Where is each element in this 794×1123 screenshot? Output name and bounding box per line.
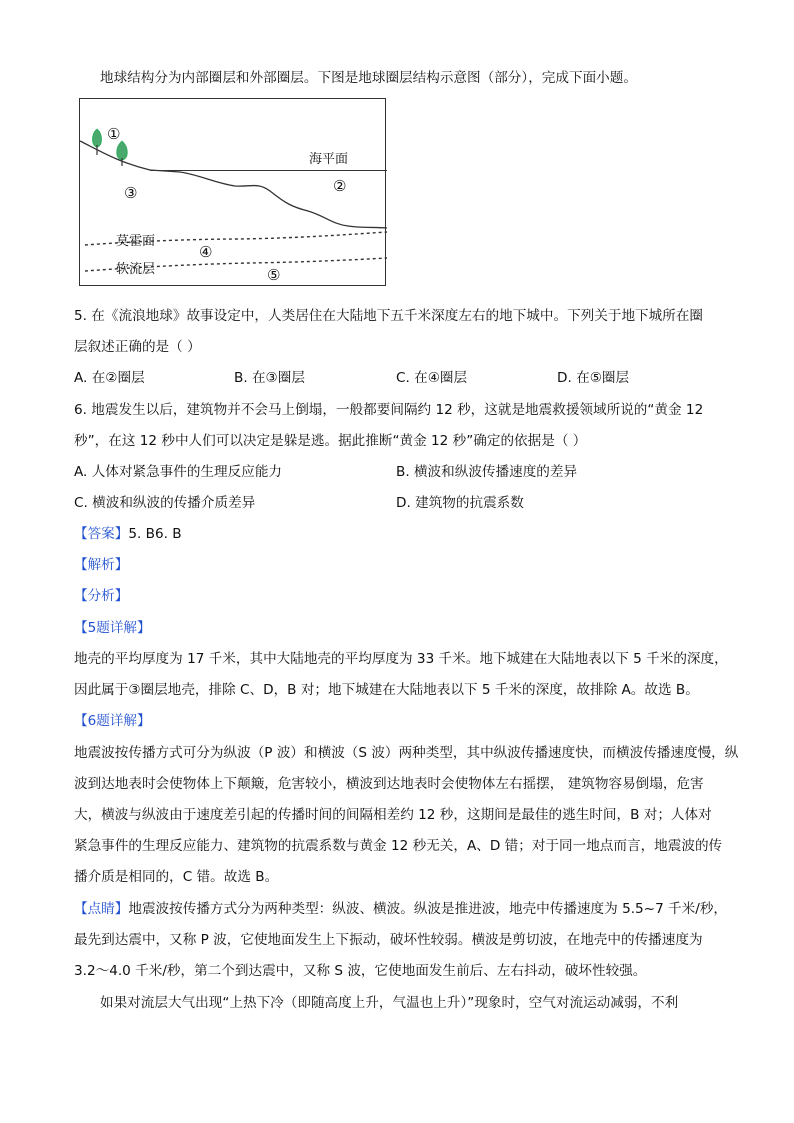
tips-line1: 地震波按传播方式分为两种类型：纵波、横波。纵波是推进波，地壳中传播速度为 5.5~7 千米/秒， (128, 901, 728, 917)
q6-option-d: D. 建筑物的抗震系数 (396, 495, 524, 511)
marker-2: ② (333, 177, 347, 195)
q6-stem-line1: 6. 地震发生以后，建筑物并不会马上倒塌，一般都要间隔约 12 秒，这就是地震救援领域所说的“黄金 12 (74, 402, 704, 418)
q6-detail-line5: 播介质是相同的，C 错。故选 B。 (74, 869, 279, 885)
intro-text: 地球结构分为内部圈层和外部圈层。下图是地球圈层结构示意图（部分），完成下面小题。 (100, 70, 637, 86)
fenxi-label: 【分析】 (74, 588, 129, 604)
q5-option-c: C. 在④圈层 (396, 370, 468, 386)
answer-line (74, 524, 182, 544)
earth-layers-figure (79, 98, 386, 286)
marker-4: ④ (199, 243, 213, 261)
q6-detail-line1: 地震波按传播方式可分为纵波（P 波）和横波（S 波）两种类型，其中纵波传播速度快，而横波传播速度慢，纵 (74, 745, 739, 761)
q5-detail-label: 【5题详解】 (74, 620, 151, 636)
q6-detail-line4: 紧急事件的生理反应能力、建筑物的抗震系数与黄金 12 秒无关，A、D 错；对于同一地点而言，地震波的传 (74, 838, 723, 854)
tips-line1-wrap (74, 899, 727, 919)
q6-detail-label: 【6题详解】 (74, 713, 151, 729)
q6-option-a: A. 人体对紧急事件的生理反应能力 (74, 464, 283, 480)
q6-detail-line3: 大，横波与纵波由于速度差引起的传播时间的间隔相差约 12 秒，这期间是最佳的逃生时间，B 对；人体对 (74, 807, 712, 823)
answer-text: 5. B6. B (128, 526, 182, 542)
q5-option-b: B. 在③圈层 (234, 370, 305, 386)
asthenosphere-label: 软流层 (116, 262, 156, 277)
tips-label: 【点睛】 (74, 901, 129, 917)
moho-label: 莫霍面 (116, 234, 156, 249)
q6-option-b: B. 横波和纵波传播速度的差异 (396, 464, 578, 480)
q6-stem-line2: 秒”，在这 12 秒中人们可以决定是躲是逃。据此推断“黄金 12 秒”确定的依据是（ ） (74, 433, 587, 449)
q5-option-d: D. 在⑤圈层 (557, 370, 630, 386)
marker-3: ③ (124, 184, 138, 202)
q5-stem-line2: 层叙述正确的是（ ） (74, 339, 201, 355)
next-intro: 如果对流层大气出现“上热下冷（即随高度上升，气温也上升）”现象时，空气对流运动减弱，不利 (100, 995, 679, 1011)
q6-detail-line2: 波到达地表时会使物体上下颠簸，危害较小，横波到达地表时会使物体左右摇摆， 建筑物容易倒塌，危害 (74, 776, 704, 792)
sea-level-label: 海平面 (309, 152, 349, 167)
q6-option-c: C. 横波和纵波的传播介质差异 (74, 495, 256, 511)
q5-stem-line1: 5. 在《流浪地球》故事设定中，人类居住在大陆地下五千米深度左右的地下城中。下列关于地下城所在圈 (74, 308, 704, 324)
answer-label: 【答案】 (74, 526, 129, 542)
q5-option-a: A. 在②圈层 (74, 370, 145, 386)
marker-5: ⑤ (267, 266, 281, 284)
q5-detail-line1: 地壳的平均厚度为 17 千米，其中大陆地壳的平均厚度为 33 千米。地下城建在大陆地表以下 5 千米的深度， (74, 651, 728, 667)
marker-1: ① (107, 125, 121, 143)
tips-line3: 3.2～4.0 千米/秒，第二个到达震中，又称 S 波，它使地面发生前后、左右抖动，破坏性较强。 (74, 963, 647, 979)
q5-detail-line2: 因此属于③圈层地壳，排除 C、D，B 对；地下城建在大陆地表以下 5 千米的深度，故排除 A。故选 B。 (74, 682, 699, 698)
tips-line2: 最先到达震中，又称 P 波，它使地面发生上下振动，破坏性较弱。横波是剪切波，在地壳中的传播速度为 (74, 932, 703, 948)
analysis-label: 【解析】 (74, 557, 129, 573)
